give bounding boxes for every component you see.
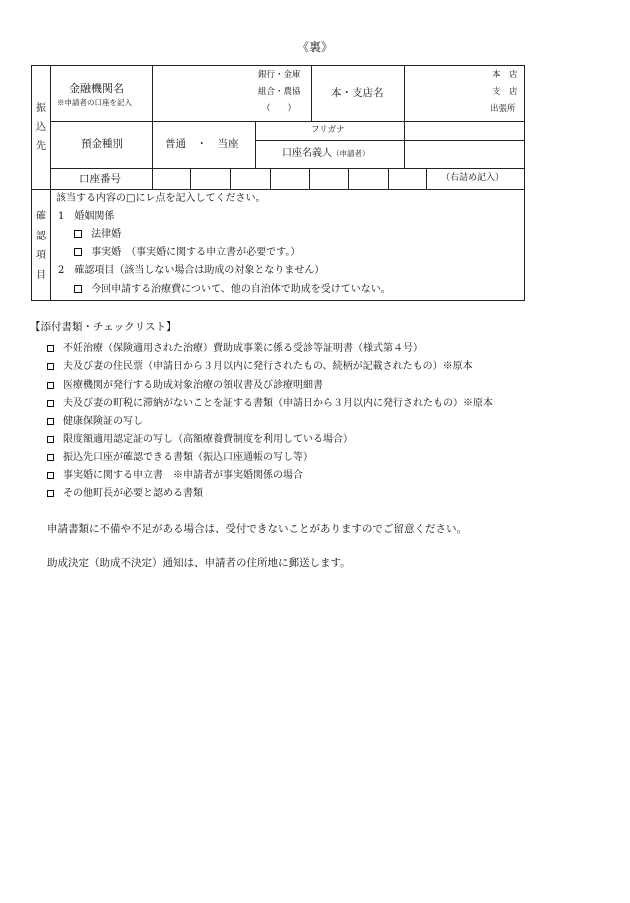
branch-label: 本・支店名 [331, 87, 384, 99]
item2-option [74, 284, 391, 296]
section-divider [31, 189, 524, 190]
item2-heading: 2 確認項目（該当しない場合は助成の対象となりません） [58, 265, 325, 276]
digit-divider [309, 168, 310, 189]
col-divider [404, 121, 405, 168]
row-divider [255, 140, 524, 141]
row-divider [50, 121, 524, 122]
furigana-label: フリガナ [311, 125, 345, 135]
checklist-checkbox[interactable] [47, 363, 54, 370]
digit-divider [230, 168, 231, 189]
legal-marriage-label: 法律婚 [91, 229, 122, 240]
digit-divider [270, 168, 271, 189]
checklist-item: 不妊治療（保険適用された治療）費助成事業に係る受診等証明書（様式第４号） [47, 339, 423, 354]
checklist-item: 事実婚に関する申立書 ※申請者が事実婚関係の場合 [47, 466, 303, 481]
checklist-item: 夫及び妻の住民票（申請日から３月以内に発行されたもの、続柄が記載されたもの）※原本 [47, 357, 473, 372]
legal-marriage-checkbox[interactable] [74, 230, 82, 238]
col-divider [404, 65, 405, 121]
institution-type-bank: 銀行・金庫 [258, 70, 301, 80]
checklist-heading: 【添付書類・チェックリスト】 [30, 321, 177, 333]
note-incomplete-documents: 申請書類に不備や不足がある場合は、受付できないことがありますのでご留意ください。 [47, 523, 467, 535]
account-number-note: （右詰め記入） [441, 173, 505, 183]
checklist-checkbox[interactable] [47, 454, 54, 461]
item1-heading: 1 婚姻関係 [58, 211, 115, 222]
furikomi-section-label: 振 込 先 [36, 103, 46, 152]
holder-label-text: 口座名義人 [282, 148, 332, 159]
checklist-checkbox[interactable] [47, 472, 54, 479]
col-divider [50, 65, 51, 301]
checklist-item: 医療機関が発行する助成対象治療の領収書及び診療明細書 [47, 376, 323, 391]
page-title: 《裏》 [296, 40, 333, 54]
item1-option-defacto [74, 247, 300, 259]
checklist-item: 夫及び妻の町税に滞納がないことを証する書類（申請日から３月以内に発行されたもの）※原本 [47, 394, 493, 409]
holder-label [282, 148, 370, 160]
defacto-marriage-checkbox[interactable] [74, 248, 82, 256]
account-type-options: 普通 ・ 当座 [165, 138, 239, 150]
checklist-checkbox[interactable] [47, 418, 54, 425]
item1-option-legal [74, 229, 121, 241]
digit-divider [426, 168, 427, 189]
defacto-marriage-label: 事実婚 （事実婚に関する申立書が必要です。） [91, 247, 301, 258]
confirm-section-label: 確 認 項 目 [36, 211, 46, 281]
account-number-label: 口座番号 [79, 173, 121, 185]
col-divider [311, 65, 312, 121]
branch-type-main: 本 店 [492, 70, 518, 80]
account-type-label: 預金種別 [81, 138, 123, 150]
institution-type-other: （ ） [262, 104, 297, 114]
institution-label: 金融機関名 [69, 82, 124, 95]
checklist-checkbox[interactable] [47, 436, 54, 443]
col-divider [152, 65, 153, 189]
checklist-item: 限度額適用認定証の写し（高額療養費制度を利用している場合） [47, 430, 353, 445]
checklist-item: その他町長が必要と認める書類 [47, 484, 203, 499]
checklist-checkbox[interactable] [47, 382, 54, 389]
holder-note: （申請者） [332, 149, 370, 158]
no-other-subsidy-label: 今回申請する治療費について、他の自治体で助成を受けていない。 [91, 284, 391, 295]
confirm-instruction: 該当する内容の□にレ点を記入してください。 [56, 193, 266, 204]
checklist-checkbox[interactable] [47, 400, 54, 407]
digit-divider [388, 168, 389, 189]
institution-type-union: 組合・農協 [258, 87, 301, 97]
checklist-checkbox[interactable] [47, 345, 54, 352]
checklist-item: 振込先口座が確認できる書類（振込口座通帳の写し等） [47, 448, 313, 463]
checklist-item: 健康保険証の写し [47, 412, 143, 427]
digit-divider [190, 168, 191, 189]
col-divider [255, 121, 256, 168]
checklist-checkbox[interactable] [47, 490, 54, 497]
row-divider [50, 168, 524, 169]
branch-type-branch: 支 店 [492, 87, 518, 97]
branch-type-office: 出張所 [490, 104, 516, 114]
no-other-subsidy-checkbox[interactable] [74, 285, 82, 293]
note-notification-mail: 助成決定（助成不決定）通知は、申請者の住所地に郵送します。 [47, 557, 351, 569]
institution-note: ※申請者の口座を記入 [57, 98, 132, 107]
digit-divider [348, 168, 349, 189]
